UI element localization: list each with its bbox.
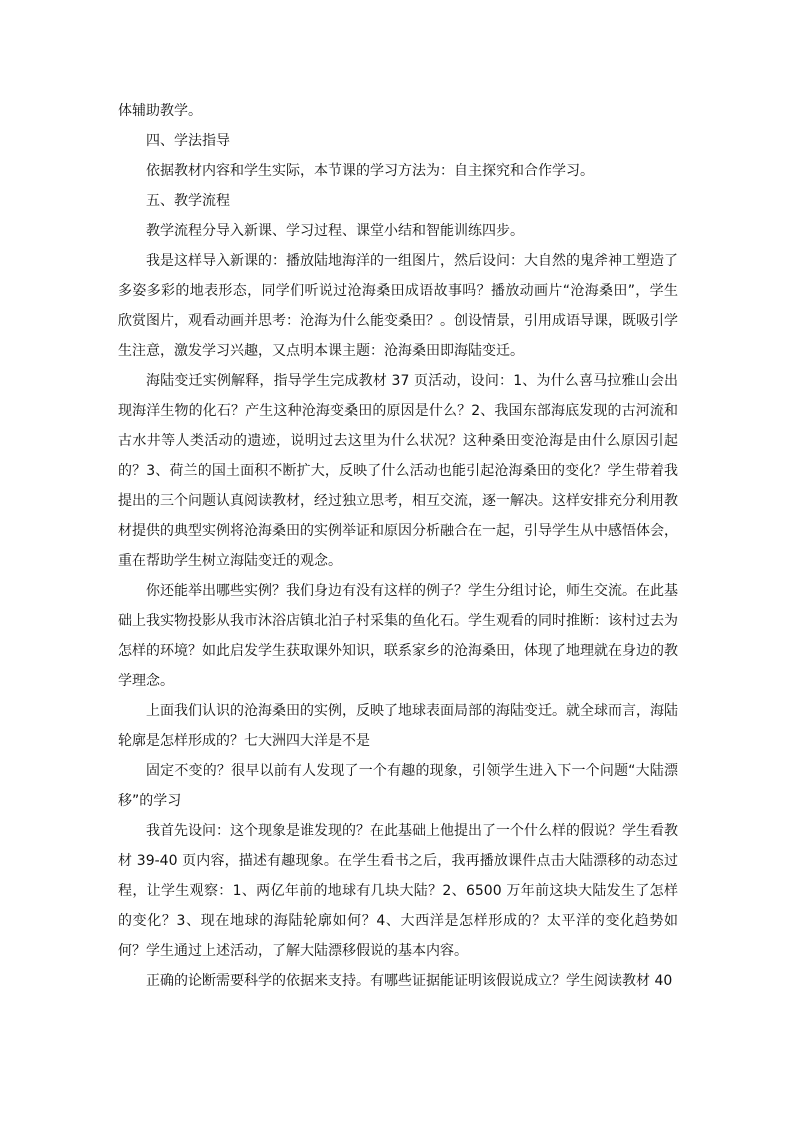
paragraph-drift-activity: 我首先设问：这个现象是谁发现的？在此基础上他提出了一个什么样的假说？学生看教材 39-40 页内容，描述有趣现象。在学生看书之后，我再播放课件点击大陆漂移的动态过程，让学生观察：1、两亿年前的地球有几块大陆？2、6500 万年前这块大陆发生了怎样的变化？3、现在地球的海陆轮廓如何？4、大西洋是怎样形成的？太平洋的变化趋势如何？学生通过上述活动，了解大陆漂移假说的基本内容。: [118, 823, 678, 959]
paragraph-local-examples: 你还能举出哪些实例？我们身边有没有这样的例子？学生分组讨论，师生交流。在此基础上我实物投影从我市沐浴店镇北泊子村采集的鱼化石。学生观看的同时推断：该村过去为怎样的环境？如此启发学生获取课外知识，联系家乡的沧海桑田，体现了地理就在身边的教学理念。: [118, 583, 678, 689]
paragraph-1: 体辅助教学。: [118, 103, 202, 119]
heading-teaching-process: 五、教学流程: [146, 193, 230, 209]
paragraph-examples: 海陆变迁实例解释，指导学生完成教材 37 页活动，设问：1、为什么喜马拉雅山会出现海洋生物的化石？产生这种沧海变桑田的原因是什么？2、我国东部海底发现的古河流和古水井等人类活动的遗迹，说明过去这里为什么状况？这种桑田变沧海是由什么原因引起的？3、荷兰的国土面积不断扩大，反映了什么活动也能引起沧海桑田的变化？学生带着我提出的三个问题认真阅读教材，经过独立思考，相互交流，逐一解决。这样安排充分利用教材提供的典型实例将沧海桑田的实例举证和原因分析融合在一起，引导学生从中感悟体会，重在帮助学生树立海陆变迁的观念。: [118, 373, 678, 569]
document-page: [118, 96, 678, 996]
heading-study-method: 四、学法指导: [146, 133, 230, 149]
paragraph-process-overview: 教学流程分导入新课、学习过程、课堂小结和智能训练四步。: [146, 223, 524, 239]
paragraph-continental-drift-intro: 固定不变的？很早以前有人发现了一个有趣的现象，引领学生进入下一个问题“大陆漂移”的学习: [118, 763, 678, 809]
paragraph-introduction: 我是这样导入新课的：播放陆地海洋的一组图片，然后设问：大自然的鬼斧神工塑造了多姿多彩的地表形态，同学们听说过沧海桑田成语故事吗？播放动画片“沧海桑田”，学生欣赏图片，观看动画并思考：沧海为什么能变桑田？。创设情景，引用成语导课，既吸引学生注意，激发学习兴趣，又点明本课主题：沧海桑田即海陆变迁。: [118, 253, 678, 359]
paragraph-evidence: 正确的论断需要科学的依据来支持。有哪些证据能证明该假说成立？学生阅读教材 40: [146, 973, 673, 989]
paragraph-global-question: 上面我们认识的沧海桑田的实例，反映了地球表面局部的海陆变迁。就全球而言，海陆轮廓是怎样形成的？七大洲四大洋是不是: [118, 703, 678, 749]
paragraph-study-method: 依据教材内容和学生实际，本节课的学习方法为：自主探究和合作学习。: [146, 163, 594, 179]
